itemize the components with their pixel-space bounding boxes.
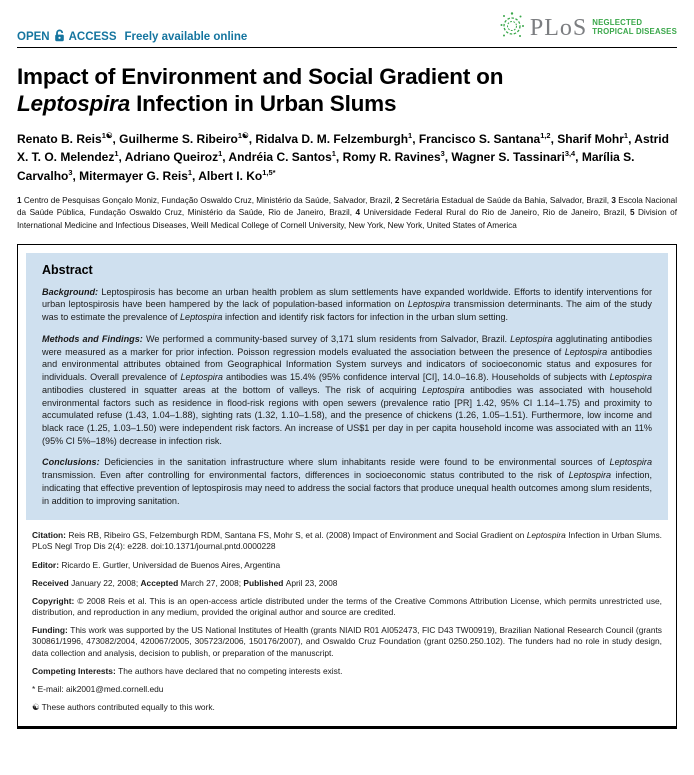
affiliations: 1 Centro de Pesquisas Gonçalo Moniz, Fundação Oswaldo Cruz, Ministério da Saúde, Salvador, Brazil, 2 Secretária Estadual de Saúde da Bahia, Salvador, Brazil, 3 Escola Nacional da Saúde Pública, Fundação Oswaldo Cruz, Ministério da Saúde, Rio de Janeiro, Brazil, 4 Universidade Federal Rural do Rio de Janeiro, Rio de Janeiro, Brazil, 5 Division of International Medicine and Infectious Diseases, Weill Medical College of Cornell University, New York, New York, United States of America bbox=[17, 195, 678, 231]
abstract-box bbox=[26, 253, 668, 521]
dates-line: Received January 22, 2008; Accepted March 27, 2008; Published April 23, 2008 bbox=[32, 577, 338, 588]
article-title-line1: Impact of Environment and Social Gradient on bbox=[17, 64, 504, 89]
equal-contribution-line: ☯ These authors contributed equally to this work. bbox=[32, 702, 215, 713]
open-label: OPEN bbox=[17, 30, 50, 43]
access-label: ACCESS bbox=[68, 30, 117, 43]
plos-globe-icon bbox=[499, 10, 525, 45]
journal-name-line2: TROPICAL DISEASES bbox=[592, 26, 677, 36]
plos-brand bbox=[499, 10, 677, 47]
article-title bbox=[17, 63, 677, 118]
author-list: Renato B. Reis$^{1☯}$, Guilherme S. Ribeiro$^{1☯}$, Ridalva D. M. Felzemburgh$^1$, Francisco S. Santana$^{1,2}$, Sharif Mohr$^1$, Astrid X. T. O. Melendez$^1$, Adriano Queiroz$^1$, Andréia C. Santos$^1$, Romy R. Ravines$^3$, Wagner S. Tassinari$^{3,4}$, Marília S. Carvalho$^3$, Mitermayer G. Reis$^1$, Albert I. $Ko^{1,5*}$ bbox=[17, 130, 669, 184]
open-lock-icon bbox=[53, 29, 66, 42]
journal-name bbox=[592, 19, 677, 37]
abstract-background: Background: Leptospirosis has become an urban health problem as slum settlements have expanded worldwide. Efforts to identify interventions for urban leptospirosis have been hampered by the lack of population-based information on Leptospira transmission determinants. The aim of the study was to estimate the prevalence of Leptospira infection and identify risk factors for infection in the urban slum setting. bbox=[42, 286, 653, 323]
competing-interests-line: Competing Interests: The authors have declared that no competing interests exist. bbox=[32, 665, 343, 676]
abstract-conclusions: Conclusions: Deficiencies in the sanitation infrastructure where slum inhabitants reside were found to be environmental sources of Leptospira transmission. Even after controlling for environmental factors, differences in socioeconomic status contributed to the risk of Leptospira infection, indicating that effective prevention of leptospirosis may need to address the social factors that produce unequal health outcomes among slum residents, in addition to improving sanitation. bbox=[42, 457, 652, 506]
article-info-box bbox=[17, 244, 677, 730]
open-access-banner bbox=[17, 30, 247, 47]
email-line bbox=[32, 684, 662, 695]
masthead bbox=[17, 0, 677, 48]
funding-line: Funding: This work was supported by the US National Institutes of Health (grants NIAID R01 AI052473, FIC D43 TW00919), Brazilian National Research Council (grants 300861/1996, 473082/2004, 420067/2005, 305723/2006, 150176/2007), and Oswaldo Cruz Foundation (grant 0250.250.102). The funders had no role in study design, data collection and analysis, decision to publish, or preparation of the manuscript. bbox=[32, 625, 662, 658]
article-title-line2: Leptospira Infection in Urban Slums bbox=[17, 91, 397, 117]
journal-name-line1: NEGLECTED bbox=[592, 17, 643, 27]
email-link[interactable]: aik2001@med.cornell.edu bbox=[65, 683, 164, 694]
email-prefix: * E-mail: bbox=[32, 683, 66, 694]
editor-line: Editor: Ricardo E. Gurtler, Universidad de Buenos Aires, Argentina bbox=[32, 559, 281, 570]
abstract-methods-findings: Methods and Findings: We performed a community-based survey of 3,171 slum residents from Salvador, Brazil. Leptospira agglutinating antibodies were measured as a marker for prior infection. Poisson regression models evaluated the association between the presence of Leptospira antibodies and environmental attributes obtained from Geographical Information System surveys and indicators of socioeconomic status and exposures for individuals. Overall prevalence of Leptospira antibodies was 15.4% (95% confidence interval [CI], 14.0–16.8). Households of subjects with Leptospira antibodies clustered in squatter areas at the bottom of valleys. The risk of acquiring Leptospira antibodies was associated with household environmental factors such as residence in flood-risk regions with open sewers (prevalence ratio [PR] 1.42, 95% CI 1.14–1.75) and proximity to accumulated refuse (1.43, 1.04–1.88), sighting rats (1.32, 1.10–1.58), and the presence of chickens (1.26, 1.05–1.51). Furthermore, low income and black race (1.25, 1.03–1.50) were independent risk factors. An increase of US$1 per day in per capita household income was associated with an 11% (95% CI 5%–18%) decrease in infection risk. bbox=[42, 333, 652, 446]
article-metadata bbox=[26, 530, 668, 724]
plos-logotype: PLoS bbox=[529, 14, 588, 41]
freely-available-label: Freely available online bbox=[124, 30, 248, 43]
abstract-heading: Abstract bbox=[42, 262, 93, 277]
copyright-line: Copyright: © 2008 Reis et al. This is an open-access article distributed under the terms of the Creative Commons Attribution License, which permits unrestricted use, distribution, and reproduction in any medium, provided the original author and source are credited. bbox=[32, 595, 662, 618]
citation-line: Citation: Reis RB, Ribeiro GS, Felzemburgh RDM, Santana FS, Mohr S, et al. (2008) Impact of Environment and Social Gradient on Leptospira Infection in Urban Slums. PLoS Negl Trop Dis 2(4): e228. doi:10.1371/journal.pntd.0000228 bbox=[32, 530, 662, 552]
